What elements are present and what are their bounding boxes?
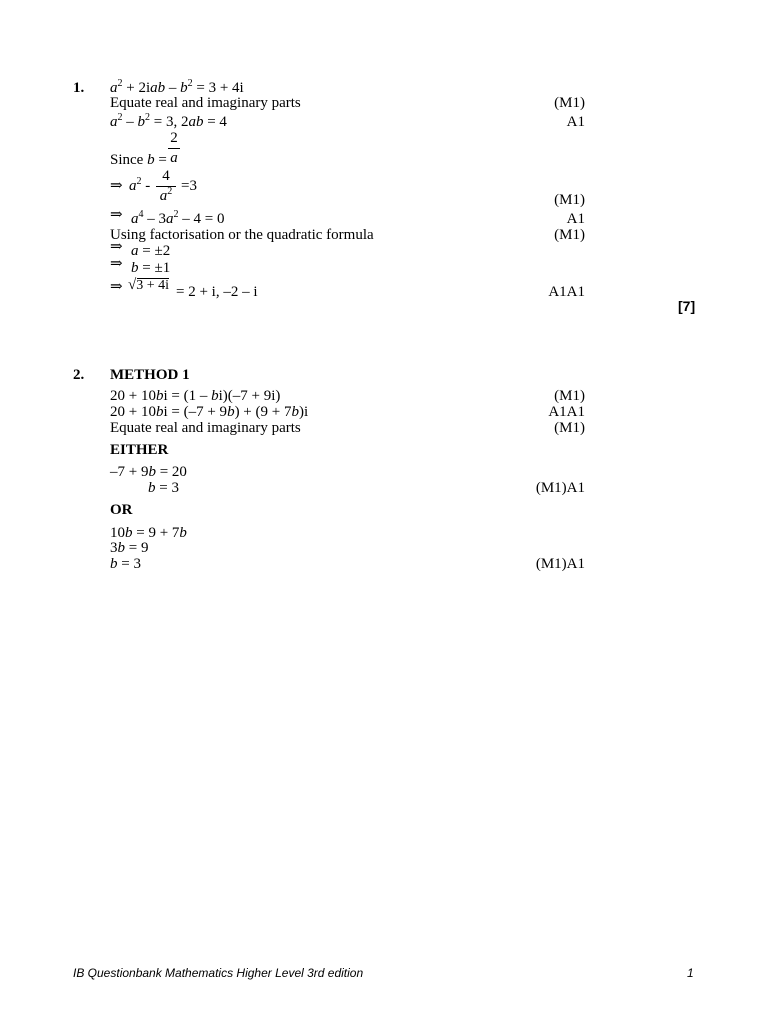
q1-equation-3-left: $a^2$ - bbox=[129, 176, 151, 194]
q1-fraction-4-over-a2 bbox=[156, 169, 176, 204]
q1-final-answer: = 2 + i, –2 – i bbox=[176, 284, 258, 300]
q1-equation-3-right: =3 bbox=[181, 178, 197, 194]
q2-mark-a1a1: A1A1 bbox=[548, 404, 585, 420]
question-number-1: 1. bbox=[73, 80, 85, 96]
fraction-denominator: a bbox=[170, 150, 178, 166]
q2-mark-m1-a: (M1) bbox=[554, 388, 585, 404]
fraction-numerator: 4 bbox=[162, 168, 170, 184]
q2-either-heading: EITHER bbox=[110, 442, 169, 458]
q1-mark-m1-b: (M1) bbox=[554, 192, 585, 208]
footer-title: IB Questionbank Mathematics Higher Level 3rd edition bbox=[73, 966, 364, 980]
q2-or-heading: OR bbox=[110, 502, 133, 518]
fraction-numerator: 2 bbox=[170, 130, 178, 146]
q1-step-factorisation: Using factorisation or the quadratic formula bbox=[110, 227, 374, 243]
q2-or-equation-2: 3b = 9 bbox=[110, 540, 149, 556]
page-number: 1 bbox=[687, 966, 694, 980]
q1-mark-a1-a: A1 bbox=[566, 114, 585, 130]
q2-mark-m1a1-b: (M1)A1 bbox=[535, 556, 585, 572]
q2-either-result: b = 3 bbox=[148, 480, 179, 496]
q1-mark-m1-c: (M1) bbox=[554, 227, 585, 243]
q1-mark-a1a1: A1A1 bbox=[548, 284, 585, 300]
q1-equation-2: $a^2 - b^2 = 3$, 2ab = 4 bbox=[110, 112, 227, 130]
q2-either-equation: –7 + 9b = 20 bbox=[110, 464, 187, 480]
q2-mark-m1a1-a: (M1)A1 bbox=[535, 480, 585, 496]
q1-sqrt-expression: √3 + 4i bbox=[128, 277, 170, 293]
q2-or-result: b = 3 bbox=[110, 556, 141, 572]
q1-implies-arrow-3: ⇒ bbox=[110, 239, 123, 255]
q1-implies-arrow-1: ⇒ bbox=[110, 178, 123, 194]
fraction-denominator: $a^2$ bbox=[159, 186, 173, 204]
q1-equation-4: $a^4 - 3a^2 - 4 = 0$ bbox=[131, 209, 225, 227]
q1-result-a: a = ±2 bbox=[131, 243, 171, 259]
q2-step-equate: Equate real and imaginary parts bbox=[110, 420, 301, 436]
q1-since-label: Since b = bbox=[110, 152, 167, 168]
q1-implies-arrow-4: ⇒ bbox=[110, 256, 123, 272]
q2-or-equation-1: 10b = 9 + 7b bbox=[110, 525, 187, 541]
q1-fraction-b bbox=[168, 131, 180, 166]
q2-equation-1: 20 + 10bi = (1 – bi)(–7 + 9i) bbox=[110, 388, 281, 404]
q2-mark-m1-b: (M1) bbox=[554, 420, 585, 436]
q1-mark-a1-b: A1 bbox=[566, 211, 585, 227]
q1-step-equate: Equate real and imaginary parts bbox=[110, 95, 301, 111]
q2-equation-2: 20 + 10bi = (–7 + 9b) + (9 + 7b)i bbox=[110, 404, 309, 420]
q1-result-b: b = ±1 bbox=[131, 260, 171, 276]
q1-equation-1: $a^2 + 2iab - b^2 = 3 + 4i$ bbox=[110, 78, 244, 96]
q1-implies-arrow-2: ⇒ bbox=[110, 207, 123, 223]
q1-total-marks: [7] bbox=[678, 298, 696, 314]
question-number-2: 2. bbox=[73, 367, 85, 383]
q1-mark-m1-a: (M1) bbox=[554, 95, 585, 111]
q1-implies-arrow-5: ⇒ bbox=[110, 279, 123, 295]
sqrt-overline bbox=[137, 278, 169, 279]
q2-method-heading: METHOD 1 bbox=[110, 367, 190, 383]
